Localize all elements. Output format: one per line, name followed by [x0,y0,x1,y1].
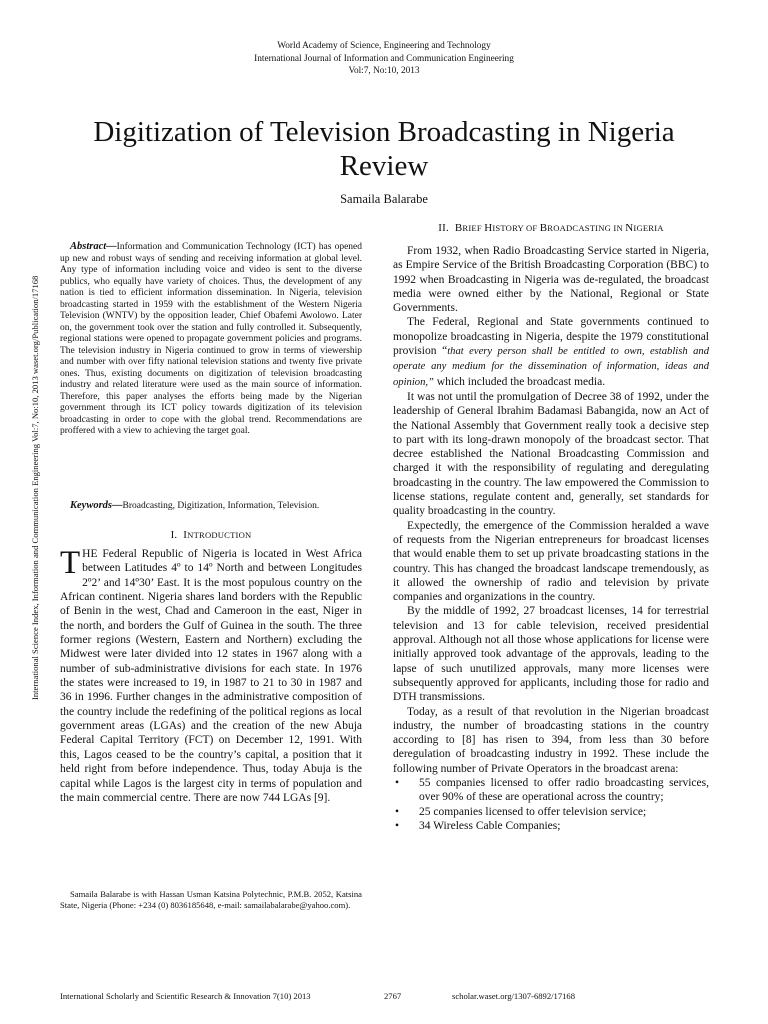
history-paragraph-4: Expectedly, the emergence of the Commission heralded a wave of requests from the Nigerian entrepreneurs for broadcast licenses that would enable them to set up private broadcasting stations in the country. This has changed the broadcast landscape tremendously, as it allowed the ownership of radio and television by private companies and organizations in the country. [393,519,709,604]
abstract [60,241,362,438]
history-p2-before: The Federal, Regional and State governments continued to monopolize broadcasting in Nigeria, despite the 1979 constitutional provision “ [393,316,709,358]
side-index-text: International Science Index, Information and Communication Engineering Vol:7, No:10, 2013 waset.org/Publication/17168 [30,275,40,700]
journal-header-line-1: World Academy of Science, Engineering and Technology [277,41,491,51]
bullet-icon: • [395,819,400,832]
keywords [60,500,362,513]
history-paragraph-5: By the middle of 1992, 27 broadcast licenses, 14 for terrestrial television and 13 for cable television, received presidential approval. Although not all those whose applications for license were initially approved took advantage of the approvals, leading to the lapse of such unutilized approvals, many more licenses were subsequently approved for applicants, including those for radio and DTH transmissions. [393,605,709,704]
author-footnote: Samaila Balarabe is with Hassan Usman Katsina Polytechnic, P.M.B. 2052, Katsina State, Nigeria (Phone: +234 (0) 8036185648, e-mail: samailabalarabe@yahoo.com). [60,889,362,910]
list-item [393,805,709,819]
history-heading-b: B [454,222,463,234]
paper-author: Samaila Balarabe [340,192,428,206]
intro-heading-number: I. [170,529,178,541]
history-body [393,244,709,833]
bullet-icon: • [395,776,400,789]
keywords-text: Broadcasting, Digitization, Information, Television. [122,501,320,511]
paper-title [40,115,728,183]
list-item [393,819,709,833]
history-heading-h-rest: ISTORY OF [492,223,540,233]
footer-url[interactable]: scholar.waset.org/1307-6892/17168 [452,991,576,1001]
list-item-text: 55 companies licensed to offer radio broadcasting services, over 90% of these are operational across the country; [419,776,709,804]
intro-heading-first: I [183,529,188,541]
history-heading-n-rest: IGERIA [633,223,664,233]
footer-publisher: International Scholarly and Scientific Research & Innovation 7(10) 2013 [60,991,311,1001]
history-heading [393,222,709,234]
bullet-icon: • [395,805,400,818]
paper-title-line-1: Digitization of Television Broadcasting in Nigeria [93,116,675,148]
history-heading-br-rest: ROADCASTING IN [547,223,626,233]
history-heading-n: N [625,222,634,234]
footer-page-number: 2767 [384,991,402,1001]
list-item-text: 34 Wireless Cable Companies; [419,819,561,832]
history-paragraph-3: It was not until the promulgation of Decree 38 of 1992, under the leadership of General Ibrahim Badamasi Babangida, now an Act of the National Assembly that Government really took a decisive step to part with its long-drawn monopoly of the broadcast sector. That decree established the National Broadcasting Commission and charged it with the responsibility of regulating and deregulating broadcasting in the country. The law empowered the Commission to license stations, regulate content and, generally, set standards for quality broadcasting in the country. [393,390,709,518]
abstract-lead: Abstract— [70,241,117,252]
list-item [393,776,709,805]
intro-dropcap: T [60,545,81,581]
history-p2-quote: that every person shall be entitled to own, establish and operate any medium for the dissemination of information, ideas and opinion,” [393,346,709,388]
history-paragraph-1: From 1932, when Radio Broadcasting Service started in Nigeria, as Empire Service of the British Broadcasting Corporation (BBC) to 1992 when Broadcasting in Nigeria was de-regulated, the broadcast media were owned either by the National, Regional or State Governments. [393,245,709,315]
history-heading-number: II. [438,222,449,234]
history-paragraph-6: Today, as a result of that revolution in the Nigerian broadcast industry, the number of broadcasting stations in the country according to [8] has risen to 394, from less than 30 before deregulation of broadcasting industry in 1992. These include the following number of Private Operators in the broadcast arena: [393,705,709,775]
keywords-lead: Keywords— [70,500,123,511]
history-heading-b-rest: RIEF [462,223,485,233]
history-heading-br: B [539,222,548,234]
intro-heading-rest: NTRODUCTION [187,530,252,540]
intro-text: HE Federal Republic of Nigeria is located in West Africa between Latitudes 4º to 14º North and between Longitudes 2º2’ and 14º30’ East. It is the most populous country on the African continent. Nigeria shares land borders with the Republic of Benin in the west, Chad and Cameroon in the east, Niger in the north, and borders the Gulf of Guinea in the south. The three former regions (Western, Eastern and Northern) excluding the Midwest were later divided into 12 states in 1967 along with a number of sub-administrative divisions for each state. In 1976 the states were increased to 19, in 1987 to 21 to 30 in 1987 and 36 in 1996. Further changes in the administrative composition of the country include the redefining of the political regions as local government areas (LGAs) and the creation of the new Abuja Federal Capital Territory (FCT) on December 12, 1991. With this, Lagos ceased to be the country’s capital, a position that it held right from before independence. Thus, today Abuja is the capital while Lagos is the largest city in terms of population and the main commercial centre. There are now 744 LGAs [9]. [60,548,362,804]
journal-header [0,40,768,78]
history-paragraph-2 [393,315,709,389]
operators-list [393,776,709,833]
list-item-text: 25 companies licensed to offer television service; [419,805,647,818]
intro-heading [60,529,362,541]
journal-header-line-3: Vol:7, No:10, 2013 [348,66,420,76]
history-p2-after: which included the broadcast media. [433,375,606,388]
abstract-text: Information and Communication Technology (ICT) has opened up new and robust ways of sending and receiving information at global level. Any type of information including voice and video is sent to the diverse publics, who equally have variety of choices. Thus, the development of any nation is tied to efficient information dissemination. In Nigeria, television broadcasting started in 1959 with the establishment of the Western Nigeria Television (WNTV) by the opposition leader, Chief Obafemi Awolowo. Later on, the government took over the station and fully controlled it. Subsequently, regional stations were opened to propagate government policies and programs. The television industry in Nigeria continued to grow in terms of viewership and number with over fifty national television stations and twenty five private ones. Thus, existing documents on digitization of television broadcasting industry and related literature were used as the main source of information. Therefore, this paper analyses the efforts being made by the Nigerian government through its ICT policy towards digitization of its television broadcasting in order to cope with the global trend. Recommendations are proffered with a view to achieving the target goal. [60,242,362,436]
intro-body [60,547,362,805]
journal-header-line-2: International Journal of Information and Communication Engineering [254,53,514,64]
history-heading-h: H [484,222,493,234]
paper-title-line-2: Review [339,150,429,182]
